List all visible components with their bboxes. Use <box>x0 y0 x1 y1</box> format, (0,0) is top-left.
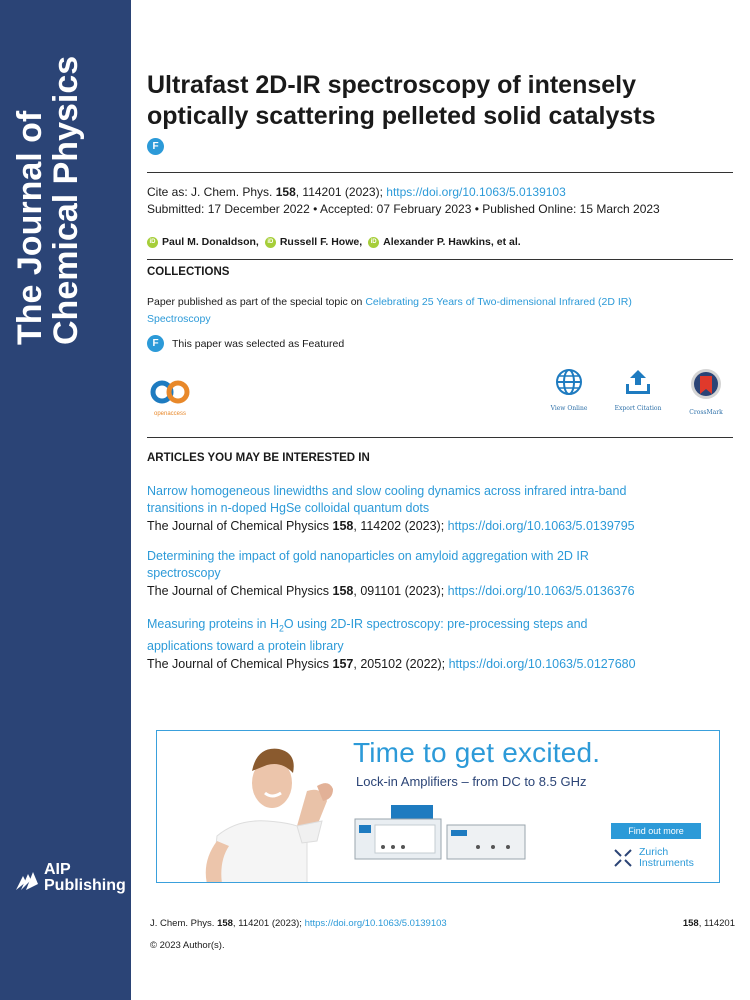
ad-subline: Lock-in Amplifiers – from DC to 8.5 GHz <box>356 774 587 789</box>
brand-line1: Zurich <box>639 846 669 858</box>
title-part: Measuring proteins in H <box>147 617 280 631</box>
featured-text: This paper was selected as Featured <box>172 337 345 350</box>
related-journal: The Journal of Chemical Physics <box>147 519 330 533</box>
collections-intro: Paper published as part of the special topic on <box>147 296 363 308</box>
journal-name-line2: Chemical Physics <box>47 55 85 345</box>
publisher-line2: Publishing <box>44 877 126 894</box>
related-article-title[interactable] <box>147 548 733 582</box>
related-article <box>147 616 733 673</box>
crossmark-button[interactable] <box>676 368 736 416</box>
collections-text <box>147 294 632 328</box>
related-journal: The Journal of Chemical Physics <box>147 656 330 671</box>
crossmark-icon <box>690 368 722 400</box>
orcid-icon: iD <box>265 237 276 248</box>
author-name: Alexander P. Hawkins, et al. <box>383 236 521 248</box>
open-access-logo <box>150 378 190 417</box>
authors-line <box>147 236 527 248</box>
journal-sidebar <box>0 0 131 1000</box>
featured-icon: F <box>147 335 164 352</box>
open-access-icon <box>150 378 190 406</box>
author-link[interactable] <box>265 236 362 248</box>
citation-line <box>147 184 566 201</box>
related-article <box>147 483 733 535</box>
divider <box>147 437 733 438</box>
related-journal: The Journal of Chemical Physics <box>147 584 330 598</box>
cite-volume: 158 <box>275 185 296 199</box>
zurich-instruments-icon <box>613 848 633 868</box>
globe-icon <box>555 368 583 396</box>
footer-rest: , 114201 (2023); <box>232 918 302 929</box>
related-article-title-line: Determining the impact of gold nanoparticles on amyloid aggregation with 2D IR <box>147 549 589 563</box>
footer-journal: J. Chem. Phys. <box>150 918 215 929</box>
journal-name-line1: The Journal of <box>11 110 49 345</box>
footer-page-ref <box>683 918 735 929</box>
related-article-title-line: transitions in n-doped HgSe colloidal quantum dots <box>147 501 430 515</box>
related-article-title-line: spectroscopy <box>147 566 221 580</box>
article-title-line2: optically scattering pelleted solid catalysts <box>147 102 656 130</box>
footer-citation <box>150 918 447 929</box>
related-rest: , 091101 (2023); <box>353 584 445 598</box>
cite-doi-link[interactable]: https://doi.org/10.1063/5.0139103 <box>386 185 566 199</box>
related-article-citation <box>147 655 733 673</box>
related-article-title-line: applications toward a protein library <box>147 638 344 653</box>
related-doi-link[interactable]: https://doi.org/10.1063/5.0127680 <box>448 656 636 671</box>
related-heading: ARTICLES YOU MAY BE INTERESTED IN <box>147 452 370 464</box>
divider <box>147 172 733 173</box>
related-volume: 157 <box>332 656 354 671</box>
open-access-label: openaccess <box>153 411 187 417</box>
related-article-citation <box>147 582 733 600</box>
related-volume: 158 <box>332 519 354 533</box>
related-article-citation <box>147 517 733 535</box>
related-volume: 158 <box>332 584 354 598</box>
view-online-label: View Online <box>550 405 588 412</box>
special-topic-link[interactable]: Celebrating 25 Years of Two-dimensional Infrared (2D IR) <box>365 296 632 308</box>
related-rest: , 205102 (2022); <box>353 656 446 671</box>
footer-page-number: , 114201 <box>698 918 735 929</box>
related-article <box>147 548 733 600</box>
brand-line2: Instruments <box>639 857 694 869</box>
footer-doi-link[interactable]: https://doi.org/10.1063/5.0139103 <box>304 918 447 929</box>
author-link[interactable] <box>368 236 521 248</box>
crossmark-label: CrossMark <box>689 409 723 416</box>
related-article-title[interactable] <box>147 483 733 517</box>
special-topic-link-cont[interactable]: Spectroscopy <box>147 313 211 325</box>
publication-dates: Submitted: 17 December 2022 • Accepted: 07 February 2023 • Published Online: 15 March 2023 <box>147 202 660 216</box>
copyright: © 2023 Author(s). <box>150 940 225 951</box>
footer-page-volume: 158 <box>682 918 699 929</box>
related-article-title[interactable] <box>147 616 733 655</box>
advertisement-banner[interactable] <box>156 730 720 883</box>
aip-logo-icon <box>14 864 40 892</box>
divider <box>147 259 733 260</box>
featured-note <box>147 335 344 352</box>
article-title-line1: Ultrafast 2D-IR spectroscopy of intensely <box>147 71 637 99</box>
export-icon <box>623 368 653 396</box>
view-online-button[interactable] <box>539 368 599 412</box>
aip-publishing-logo[interactable] <box>14 862 126 894</box>
ad-person-illustration <box>157 731 347 883</box>
related-doi-link[interactable]: https://doi.org/10.1063/5.0139795 <box>447 519 635 533</box>
journal-name <box>12 55 84 345</box>
article-title <box>147 70 737 132</box>
title-part: O using 2D-IR spectroscopy: pre-processing steps and <box>283 617 588 631</box>
author-name: Paul M. Donaldson, <box>162 236 259 248</box>
find-out-more-button[interactable]: Find out more <box>611 823 701 839</box>
zurich-instruments-logo <box>613 847 694 869</box>
export-citation-label: Export Citation <box>614 405 662 412</box>
cite-rest: , 114201 (2023); <box>295 185 383 199</box>
related-article-title-line <box>147 616 733 638</box>
footer-volume: 158 <box>217 918 233 929</box>
author-link[interactable] <box>147 236 259 248</box>
ad-headline: Time to get excited. <box>353 737 601 768</box>
collections-heading: COLLECTIONS <box>147 266 230 278</box>
export-citation-button[interactable] <box>608 368 668 412</box>
cite-label: Cite as: J. Chem. Phys. <box>147 185 273 199</box>
related-rest: , 114202 (2023); <box>353 519 445 533</box>
related-doi-link[interactable]: https://doi.org/10.1063/5.0136376 <box>447 584 635 598</box>
orcid-icon: iD <box>147 237 158 248</box>
title-subscript: 2 <box>279 623 284 634</box>
publisher-line1: AIP <box>44 861 71 878</box>
related-article-title-line: Narrow homogeneous linewidths and slow cooling dynamics across infrared intra-band <box>147 484 627 498</box>
author-name: Russell F. Howe, <box>279 236 363 248</box>
orcid-icon: iD <box>368 237 379 248</box>
lock-in-amplifier-icon <box>353 803 543 863</box>
featured-badge-icon: F <box>147 138 164 155</box>
